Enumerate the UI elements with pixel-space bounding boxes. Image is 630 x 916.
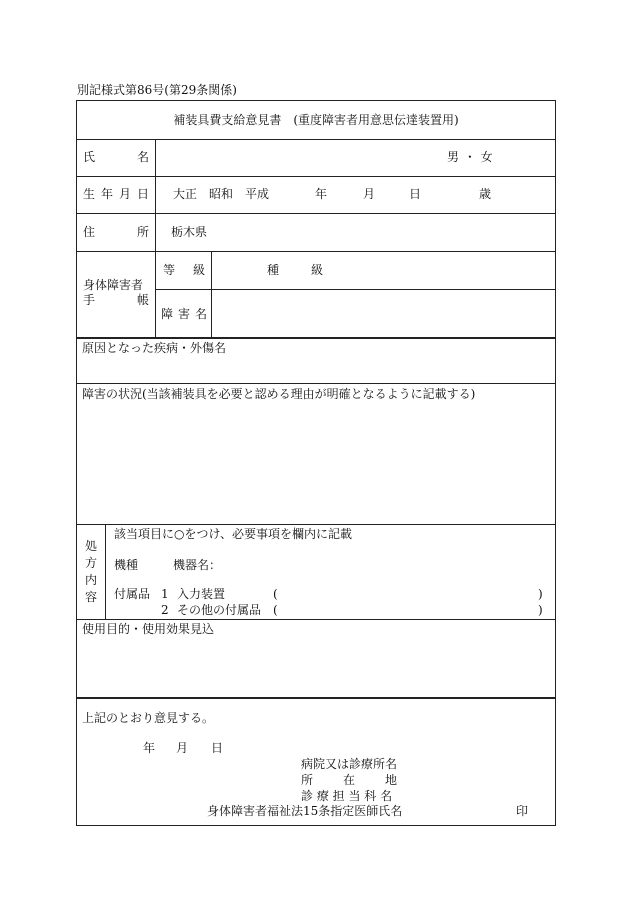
model-label: 機種 bbox=[114, 558, 139, 572]
device-name-label: 機器名： bbox=[173, 558, 222, 572]
female-option[interactable]: 女 bbox=[480, 150, 493, 164]
disability-name-label: 障 害 名 bbox=[161, 307, 207, 321]
age-label: 歳 bbox=[479, 187, 492, 201]
separator: ・ bbox=[463, 150, 476, 164]
close-paren: ) bbox=[538, 603, 543, 617]
closing-month-label: 月 bbox=[176, 741, 189, 755]
divider bbox=[77, 213, 555, 214]
form-title: 補装具費支給意見書 (重度障害者用意思伝達装置用) bbox=[173, 113, 459, 127]
location-label: 所 在 地 bbox=[301, 773, 397, 787]
accessories-label: 付属品 bbox=[114, 587, 151, 601]
grade-label: 等 級 bbox=[163, 263, 205, 277]
divider bbox=[211, 251, 212, 337]
doctor-name-label: 身体障害者福祉法15条指定医師氏名 bbox=[207, 804, 403, 818]
purpose-label: 使用目的・使用効果見込 bbox=[82, 622, 215, 636]
divider bbox=[77, 176, 555, 177]
era-options[interactable]: 大正 昭和 平成 bbox=[173, 187, 270, 201]
opinion-form bbox=[76, 100, 556, 826]
close-paren: ) bbox=[538, 587, 543, 601]
birthdate-label: 生 年 月 日 bbox=[83, 187, 149, 201]
month-label: 月 bbox=[363, 187, 376, 201]
accessory-2-number: 2 bbox=[161, 603, 169, 617]
divider bbox=[77, 697, 555, 699]
cause-label: 原因となった疾病・外傷名 bbox=[82, 341, 227, 355]
closing-year-label: 年 bbox=[143, 741, 156, 755]
day-label: 日 bbox=[409, 187, 422, 201]
accessory-other: その他の付属品 bbox=[177, 603, 262, 617]
divider bbox=[77, 524, 555, 525]
prescription-instruction: 該当項目に○をつけ、必要事項を欄内に記載 bbox=[114, 527, 352, 541]
year-label: 年 bbox=[315, 187, 328, 201]
open-paren: ( bbox=[273, 603, 278, 617]
sex-options[interactable] bbox=[447, 151, 493, 163]
name-label: 氏 名 bbox=[83, 150, 149, 164]
accessory-input-device: 入力装置 bbox=[177, 587, 226, 601]
accessory-1-number: 1 bbox=[161, 587, 169, 601]
condition-label: 障害の状況(当該補装具を必要と認める理由が明確となるように記載する) bbox=[82, 387, 476, 401]
divider bbox=[105, 524, 106, 619]
divider bbox=[77, 251, 555, 252]
open-paren: ( bbox=[273, 587, 278, 601]
prefecture: 栃木県 bbox=[171, 225, 208, 239]
divider bbox=[77, 139, 555, 140]
divider bbox=[77, 337, 555, 339]
divider bbox=[77, 383, 555, 384]
hospital-label: 病院又は診療所名 bbox=[301, 757, 398, 771]
form-number: 別記様式第86号(第29条関係) bbox=[77, 83, 237, 97]
male-option[interactable]: 男 bbox=[447, 150, 460, 164]
prescription-label: 処 方 内 容 bbox=[84, 539, 97, 604]
divider bbox=[77, 619, 555, 620]
divider bbox=[155, 289, 555, 290]
address-label: 住 所 bbox=[83, 225, 149, 239]
closing-day-label: 日 bbox=[211, 741, 224, 755]
handbook-label: 身体障害者 手 帳 bbox=[83, 278, 149, 307]
department-label: 診 療 担 当 科 名 bbox=[301, 789, 393, 803]
kind-grade-label: 種 級 bbox=[267, 263, 323, 277]
label-column-divider bbox=[155, 139, 156, 337]
seal-mark: 印 bbox=[516, 804, 529, 818]
closing-statement: 上記のとおり意見する。 bbox=[82, 711, 215, 725]
